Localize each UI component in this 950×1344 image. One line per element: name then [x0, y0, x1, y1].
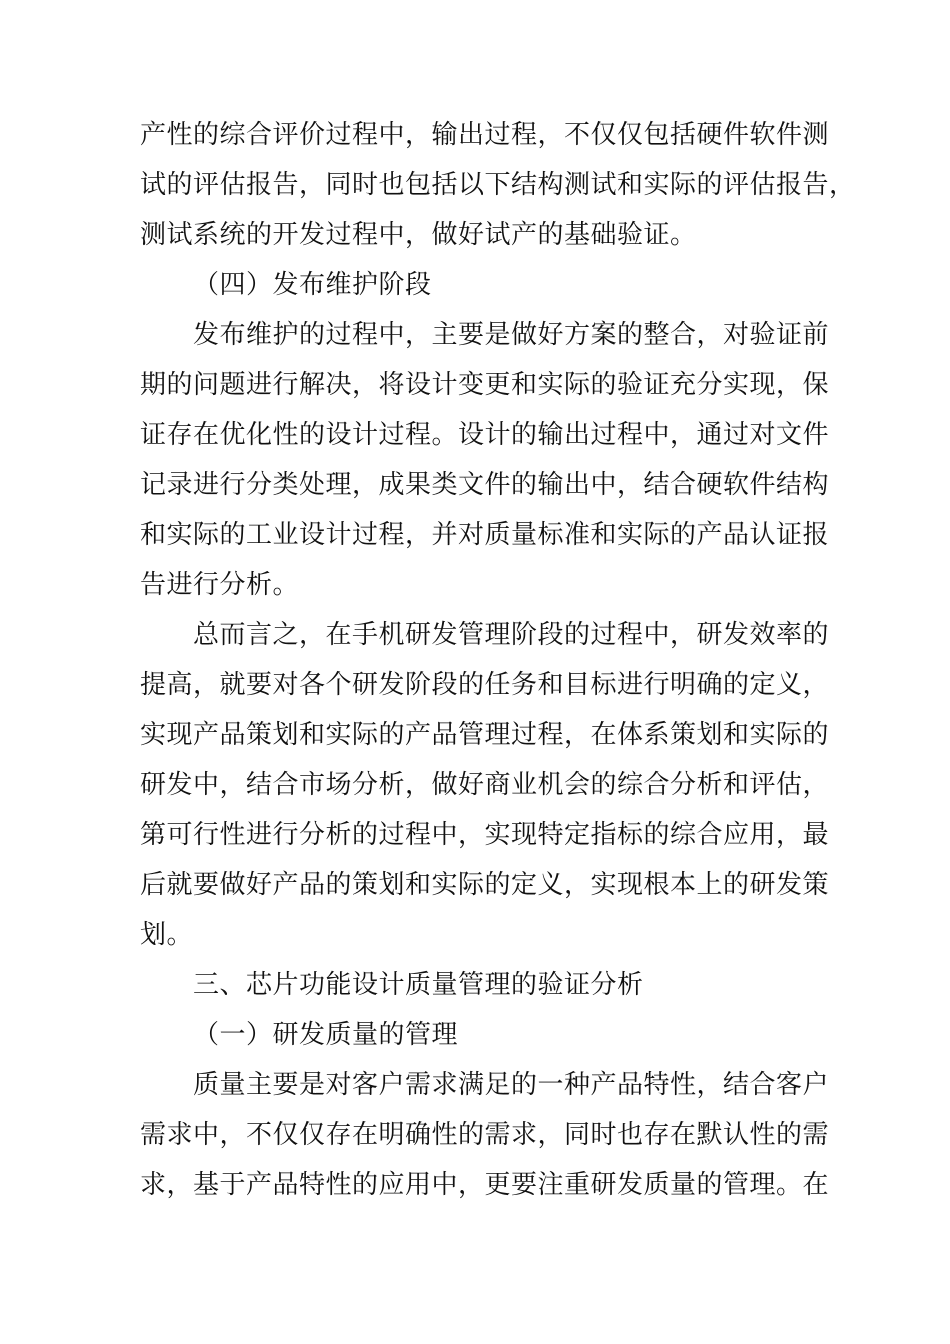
- body-text-line: 告进行分析。: [140, 570, 300, 600]
- body-text-line: 试的评估报告，同时也包括以下结构测试和实际的评估报告，: [140, 170, 856, 200]
- body-text-line: 实现产品策划和实际的产品管理过程，在体系策划和实际的: [140, 720, 830, 750]
- body-text-line: 证存在优化性的设计过程。设计的输出过程中，通过对文件: [140, 420, 830, 450]
- body-text-line: 和实际的工业设计过程，并对质量标准和实际的产品认证报: [140, 520, 830, 550]
- body-text-line: 记录进行分类处理，成果类文件的输出中，结合硬软件结构: [140, 470, 830, 500]
- chapter-heading: 三、芯片功能设计质量管理的验证分析: [193, 970, 644, 1000]
- body-text-line: 研发中，结合市场分析，做好商业机会的综合分析和评估，: [140, 770, 830, 800]
- body-text-line: 求，基于产品特性的应用中，更要注重研发质量的管理。在: [140, 1170, 830, 1200]
- body-text-line: 总而言之，在手机研发管理阶段的过程中，研发效率的: [193, 620, 830, 650]
- section-heading: （一）研发质量的管理: [193, 1020, 459, 1050]
- body-text-line: 期的问题进行解决，将设计变更和实际的验证充分实现，保: [140, 370, 830, 400]
- body-text-line: 测试系统的开发过程中，做好试产的基础验证。: [140, 220, 697, 250]
- body-text-line: 后就要做好产品的策划和实际的定义，实现根本上的研发策: [140, 870, 830, 900]
- body-text-line: 第可行性进行分析的过程中，实现特定指标的综合应用，最: [140, 820, 830, 850]
- body-text-line: 划。: [140, 920, 194, 950]
- section-heading: （四）发布维护阶段: [193, 270, 432, 300]
- body-text-line: 需求中，不仅仅存在明确性的需求，同时也存在默认性的需: [140, 1120, 830, 1150]
- body-text-line: 提高，就要对各个研发阶段的任务和目标进行明确的定义，: [140, 670, 830, 700]
- body-text-line: 质量主要是对客户需求满足的一种产品特性，结合客户: [193, 1070, 830, 1100]
- body-text-line: 产性的综合评价过程中，输出过程，不仅仅包括硬件软件测: [140, 120, 830, 150]
- body-text-line: 发布维护的过程中，主要是做好方案的整合，对验证前: [193, 320, 830, 350]
